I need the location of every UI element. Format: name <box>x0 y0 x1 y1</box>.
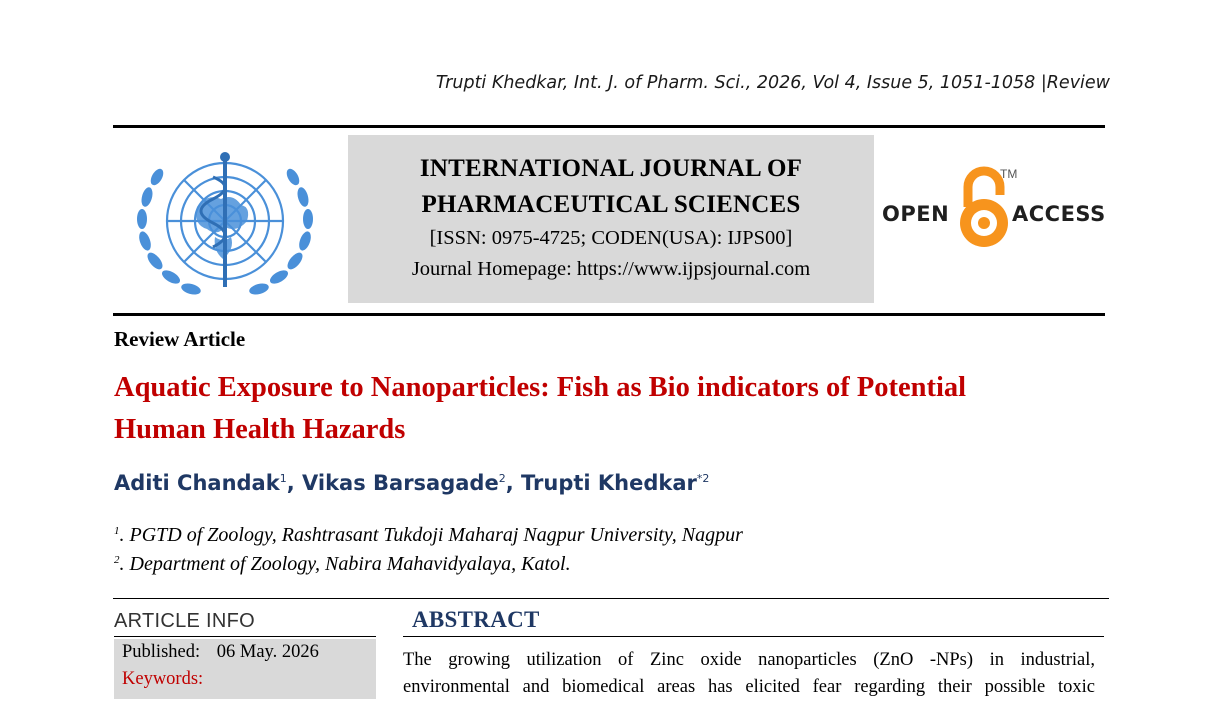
journal-name-line1: INTERNATIONAL JOURNAL OF <box>419 155 803 182</box>
published-label: Published: <box>122 642 201 662</box>
author-affiliation-marker: *2 <box>696 472 710 485</box>
journal-masthead <box>348 135 874 303</box>
journal-name-line2: PHARMACEUTICAL SCIENCES <box>421 191 801 218</box>
article-title <box>114 367 1114 451</box>
article-info-box <box>114 639 376 699</box>
article-title-line1: Aquatic Exposure to Nanoparticles: Fish as Bio indicators of Potential <box>114 372 967 403</box>
open-access-logo <box>880 165 1110 255</box>
abstract-line: The growing utilization of Zinc oxide nanoparticles (ZnO -NPs) in industrial, <box>403 650 1095 670</box>
author-affiliation-marker: 2 <box>498 472 506 485</box>
published-row <box>114 639 376 666</box>
keywords-label: Keywords: <box>122 669 204 689</box>
affiliation-1 <box>114 524 743 547</box>
running-header: Trupti Khedkar, Int. J. of Pharm. Sci., 2026, Vol 4, Issue 5, 1051-1058 |Review <box>435 73 1110 93</box>
journal-homepage: Journal Homepage: https://www.ijpsjournal.com <box>411 258 811 280</box>
author-separator: , <box>286 471 302 495</box>
author-name[interactable]: Trupti Khedkar <box>521 471 697 495</box>
issn-line: [ISSN: 0975-4725; CODEN(USA): IJPS00] <box>429 227 793 249</box>
author-name[interactable]: Vikas Barsagade <box>301 471 499 495</box>
affiliation-marker: 1 <box>114 525 120 537</box>
affiliation-2 <box>114 553 571 576</box>
author-list <box>114 471 709 495</box>
journal-name <box>348 151 874 223</box>
published-date: 06 May. 2026 <box>216 642 319 662</box>
article-info-rule <box>114 636 376 637</box>
author-name[interactable]: Aditi Chandak <box>114 471 280 495</box>
author-affiliation-marker: 1 <box>279 472 287 485</box>
abstract-text <box>403 647 1095 701</box>
affiliation-text: . PGTD of Zoology, Rashtrasant Tukdoji Maharaj Nagpur University, Nagpur <box>119 524 743 546</box>
header-bottom-rule <box>113 313 1105 316</box>
affiliation-text: . Department of Zoology, Nabira Mahavidyalaya, Katol. <box>119 553 571 575</box>
abstract-line: environmental and biomedical areas has elicited fear regarding their possible toxic <box>403 677 1095 697</box>
author-separator: , <box>505 471 521 495</box>
abstract-heading: ABSTRACT <box>412 607 540 632</box>
open-text: OPEN <box>882 202 950 226</box>
affiliation-marker: 2 <box>114 554 120 566</box>
abstract-rule <box>403 636 1104 637</box>
article-info-heading: ARTICLE INFO <box>114 610 256 632</box>
article-type: Review Article <box>114 327 246 351</box>
access-text: ACCESS <box>1012 202 1106 226</box>
un-emblem-logo <box>127 137 323 305</box>
trademark-mark: TM <box>1000 167 1018 181</box>
article-title-line2: Human Health Hazards <box>114 414 406 445</box>
header-top-rule <box>113 125 1105 128</box>
section-divider <box>113 598 1109 599</box>
